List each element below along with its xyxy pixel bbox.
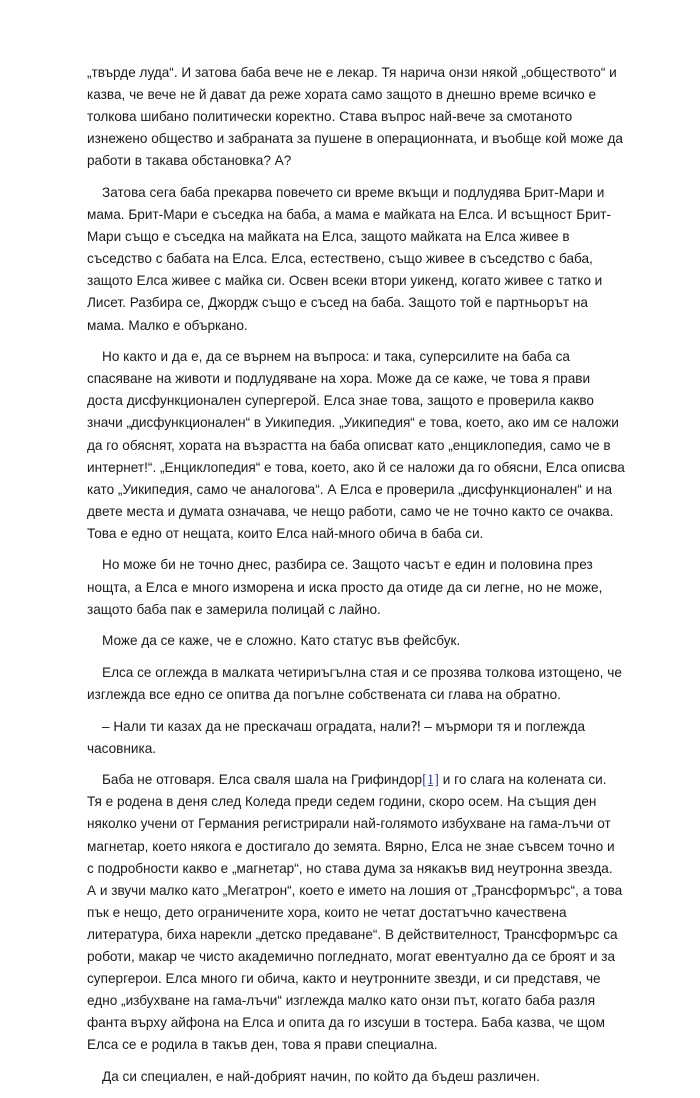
paragraph: Елса се оглежда в малката четириъгълна стая и се прозява толкова изтощено, че изглежда все едно се опитва да погълне собствената си глава на обратно. [87, 664, 622, 702]
paragraph-text-after-footnote: и го слага на колената си. Тя е родена в деня след Коледа преди седем години, скоро осем. На същия ден няколко учени от Германия регистрирали най-голямото избухване на гама-лъчи от магнетар, което някога е достигало до земята. Вярно, Елса не знае съвсем точно и с подробности какво е „магнетар“, но става дума за някакъв вид неутронна звезда. А и звучи малко като „Мегатрон“, което е името на лошия от „Трансформърс“, а това пък е нещо, дето ограничените хора, които не четат достатъчно качествена литература, биха нарекли „детско предаване“. В действителност, Трансформърс са роботи, макар че чисто академично погледнато, могат евентуално да се броят и за супергерои. Елса много ги обича, както и неутронните звезди, и си представя, че едно „избухване на гама-лъчи“ изглежда малко като онзи път, когато баба разля фанта върху айфона на Елса и опита да го изсуши в тостера. Баба казва, че щом Елса се е родила в такъв ден, това я прави специална. [87, 772, 623, 1053]
paragraph: Може да се каже, че е сложно. Като статус във фейсбук. [102, 633, 461, 649]
paragraph: Но може би не точно днес, разбира се. Защото часът е един и половина през нощта, а Елса е много изморена и иска просто да отиде да си легне, но не може, защото баба пак е замерила полицай с лайно. [87, 557, 603, 617]
footnote-link[interactable]: [1] [422, 772, 440, 789]
paragraph-with-footnote [87, 769, 625, 1056]
paragraph: – Нали ти казах да не прескачаш оградата, нали⁈ – мърмори тя и поглежда часовника. [87, 718, 586, 756]
paragraph: Да си специален, е най-добрият начин, по който да бъдеш различен. [102, 1068, 540, 1084]
paragraph: Но както и да е, да се върнем на въпроса: и така, суперсилите на баба са спасяване на животи и подлудяване на хора. Може да се каже, че това я прави доста дисфункционален супергерой. Елса знае това, защото е проверила какво значи „дисфункционален“ в Уикипедия. „Уикипедия“ е това, което, ако им се наложи да го обяснят, хората на възрастта на баба описват като „енциклопедия, само че в интернет!“. „Енциклопедия“ е това, което, ако й се наложи да го обясни, Елса описва като „Уикипедия, само че аналогова“. А Елса е проверила „дисфункционален“ и на двете места и думата означава, че нещо работи, само че не точно както се очаква. Това е едно от нещата, които Елса най-много обича в баба си. [87, 349, 625, 541]
paragraph: Затова сега баба прекарва повечето си време вкъщи и подлудява Брит-Мари и мама. Брит-Мари е съседка на баба, а мама е майката на Елса. И всъщност Брит-Мари също е съседка на майката на Елса, защото майката на Елса живее в съседство с бабата на Елса. Елса, естествено, също живее в съседство с баба, защото Елса живее с майка си. Освен всеки втори уикенд, когато живее с татко и Лисет. Разбира се, Джордж също е съсед на баба. Защото той е партньорът на мама. Малко е объркано. [87, 184, 612, 333]
document-body [87, 62, 625, 1098]
paragraph-text-before-footnote: Баба не отговаря. Елса сваля шала на Грифиндор [102, 772, 423, 788]
paragraph: „твърде луда“. И затова баба вече не е лекар. Тя нарича онзи някой „обществото“ и казва, че вече не й дават да реже хората само защото в днешно време всичко е толкова шибано политически коректно. Става въпрос най-вече за смотаното изнежено общество и забраната за пушене в операционната, и въобще кой може да работи в такава обстановка? А? [87, 65, 623, 169]
